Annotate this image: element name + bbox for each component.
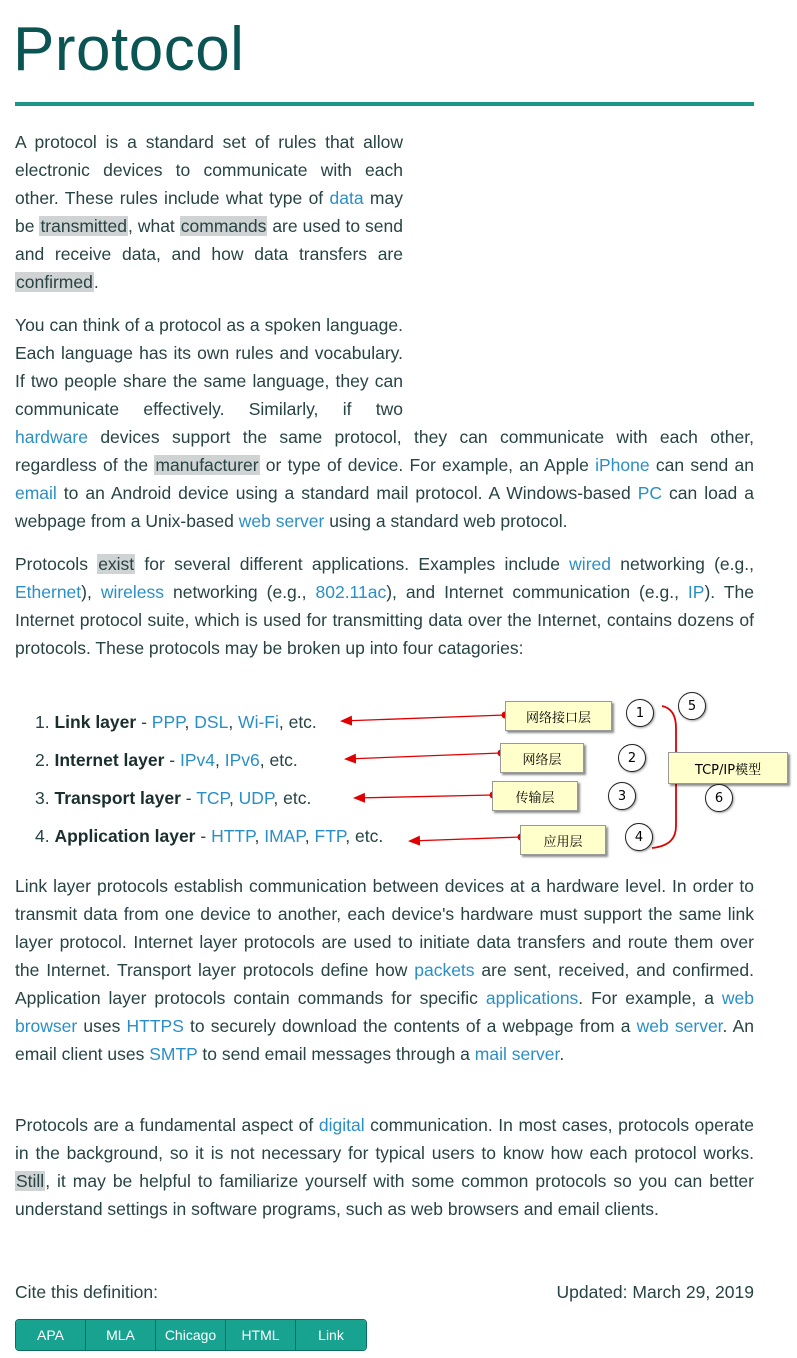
annotation-label-tcpip-model: TCP/IP模型 (668, 752, 788, 784)
comma: , (214, 750, 225, 770)
category-name: Application layer (54, 826, 196, 846)
link-pc[interactable]: PC (637, 483, 663, 503)
comma: , (228, 712, 239, 732)
link-ethernet[interactable]: Ethernet (15, 582, 82, 602)
link-digital[interactable]: digital (318, 1115, 365, 1135)
annotation-label-network-interface: 网络接口层 (505, 701, 612, 731)
link-https[interactable]: HTTPS (126, 1016, 184, 1036)
updated-date: Updated: March 29, 2019 (556, 1282, 754, 1302)
text: . (559, 1044, 565, 1064)
text: uses (77, 1016, 127, 1036)
link-wired[interactable]: wired (569, 554, 611, 574)
text: . (93, 272, 99, 292)
link-iphone[interactable]: iPhone (595, 455, 650, 475)
cite-apa-button[interactable]: APA (16, 1320, 86, 1350)
comma: , (254, 826, 265, 846)
link-ftp[interactable]: FTP (314, 826, 346, 846)
annotation-label-application: 应用层 (520, 825, 606, 855)
etc: , etc. (259, 750, 298, 770)
link-80211ac[interactable]: 802.11ac (315, 582, 387, 602)
annotation-circle-3: 3 (608, 782, 636, 810)
link-hardware[interactable]: hardware (15, 427, 88, 447)
etc: , etc. (278, 712, 317, 732)
text: , it may be helpful to familiarize yourself with some common protocols so you can better understand settings in software programs, such as web browsers and email clients. (15, 1171, 754, 1219)
text: for several different applications. Examples include (135, 554, 570, 574)
link-mail-server[interactable]: mail server (474, 1044, 560, 1064)
cite-mla-button[interactable]: MLA (86, 1320, 156, 1350)
link-dsl[interactable]: DSL (194, 712, 229, 732)
category-name: Transport layer (54, 788, 181, 808)
annotation-circle-6: 6 (705, 784, 733, 812)
link-wifi[interactable]: Wi-Fi (238, 712, 279, 732)
link-email[interactable]: email (15, 483, 57, 503)
link-applications[interactable]: applications (485, 988, 579, 1008)
list-number: 2. (35, 750, 50, 770)
text: You can think of a protocol as a spoken language. Each language has its own rules and vocabulary. If two people share the same language, they can communicate effectively. Similarly, if two (15, 315, 403, 419)
link-packets[interactable]: packets (414, 960, 475, 980)
comma: , (184, 712, 195, 732)
text: Link layer protocols establish communication between devices at a hardware level. In order to transmit data from one device to another, each device's hardware must support the same link layer protocol. Internet layer protocols are used to initiate data transfers and route them over the Internet. Transport layer protocols define how (15, 876, 754, 980)
link-ipv4[interactable]: IPv4 (179, 750, 215, 770)
text: communication. In most cases, protocols operate in the background, so it is not necessary for typical users to know how each protocol works. (15, 1115, 754, 1163)
text: ), (81, 582, 101, 602)
text: or type of device. For example, an Apple (259, 455, 596, 475)
category-name: Link layer (54, 712, 137, 732)
cite-button-group (15, 1319, 367, 1351)
text: devices support the same protocol, they can communicate with each other, regardless of the (15, 427, 754, 475)
annotation-circle-4: 4 (625, 823, 653, 851)
category-name: Internet layer (54, 750, 165, 770)
list-number: 1. (35, 712, 50, 732)
text: . For example, a (578, 988, 722, 1008)
annotation-circle-2: 2 (618, 744, 646, 772)
paragraph-4 (15, 872, 754, 1068)
separator: - (195, 826, 212, 846)
link-web-browser[interactable]: web browser (15, 988, 754, 1036)
arrow-internet-layer (346, 753, 501, 759)
highlight-still: Still (16, 1171, 45, 1191)
link-smtp[interactable]: SMTP (149, 1044, 198, 1064)
text: may be (15, 188, 403, 236)
text: to an Android device using a standard mail protocol. A Windows-based (56, 483, 638, 503)
text: can load a webpage from a Unix-based (15, 483, 755, 531)
separator: - (180, 788, 197, 808)
link-ppp[interactable]: PPP (151, 712, 185, 732)
link-data[interactable]: data (329, 188, 364, 208)
arrow-transport-layer (355, 795, 493, 798)
arrow-application-layer (410, 837, 521, 841)
link-tcp[interactable]: TCP (196, 788, 229, 808)
text: Protocols (15, 554, 98, 574)
link-http[interactable]: HTTP (211, 826, 255, 846)
separator: - (164, 750, 180, 770)
highlight-manufacturer: manufacturer (155, 455, 259, 475)
text: are used to send and receive data, and how data transfers are (15, 216, 404, 264)
annotation-circle-5: 5 (678, 692, 706, 720)
link-web-server-2[interactable]: web server (636, 1016, 723, 1036)
highlight-confirmed: confirmed (16, 272, 93, 292)
separator: - (136, 712, 152, 732)
highlight-commands: commands (180, 216, 267, 236)
text: networking (e.g., (164, 582, 316, 602)
link-wireless[interactable]: wireless (100, 582, 165, 602)
text: are sent, received, and confirmed. Application layer protocols contain commands for specific (15, 960, 755, 1008)
cite-label: Cite this definition: (15, 1282, 158, 1302)
link-udp[interactable]: UDP (238, 788, 274, 808)
page-title: Protocol (13, 15, 245, 84)
comma: , (228, 788, 239, 808)
text: to send email messages through a (197, 1044, 475, 1064)
annotation-label-transport: 传输层 (492, 781, 578, 811)
highlight-exist: exist (98, 554, 135, 574)
annotation-circle-1: 1 (626, 699, 654, 727)
link-imap[interactable]: IMAP (264, 826, 305, 846)
text: ), and Internet communication (e.g., (386, 582, 688, 602)
highlight-transmitted: transmitted (40, 216, 127, 236)
paragraph-5 (15, 1111, 754, 1223)
text: , what (128, 216, 180, 236)
text: . An email client uses (15, 1016, 754, 1064)
text: to securely download the contents of a webpage from a (183, 1016, 637, 1036)
link-ip[interactable]: IP (687, 582, 705, 602)
text: Protocols are a fundamental aspect of (15, 1115, 319, 1135)
cite-html-button[interactable]: HTML (226, 1320, 296, 1350)
list-number: 4. (35, 826, 50, 846)
text: networking (e.g., (611, 554, 754, 574)
annotation-label-network: 网络层 (500, 743, 584, 773)
arrow-link-layer (342, 715, 505, 721)
text: A protocol is a standard set of rules that allow electronic devices to communicate with each other. These rules include what type of (15, 132, 403, 208)
etc: , etc. (345, 826, 384, 846)
text: ). The Internet protocol suite, which is used for transmitting data over the Internet, contains dozens of protocols. These protocols may be broken up into four catagories: (15, 582, 754, 658)
list-number: 3. (35, 788, 50, 808)
text: can send an (649, 455, 754, 475)
link-web-server[interactable]: web server (238, 511, 325, 531)
cite-chicago-button[interactable]: Chicago (156, 1320, 226, 1350)
link-ipv6[interactable]: IPv6 (224, 750, 260, 770)
comma: , (304, 826, 315, 846)
text: using a standard web protocol. (324, 511, 568, 531)
etc: , etc. (273, 788, 312, 808)
cite-link-button[interactable]: Link (296, 1320, 366, 1350)
